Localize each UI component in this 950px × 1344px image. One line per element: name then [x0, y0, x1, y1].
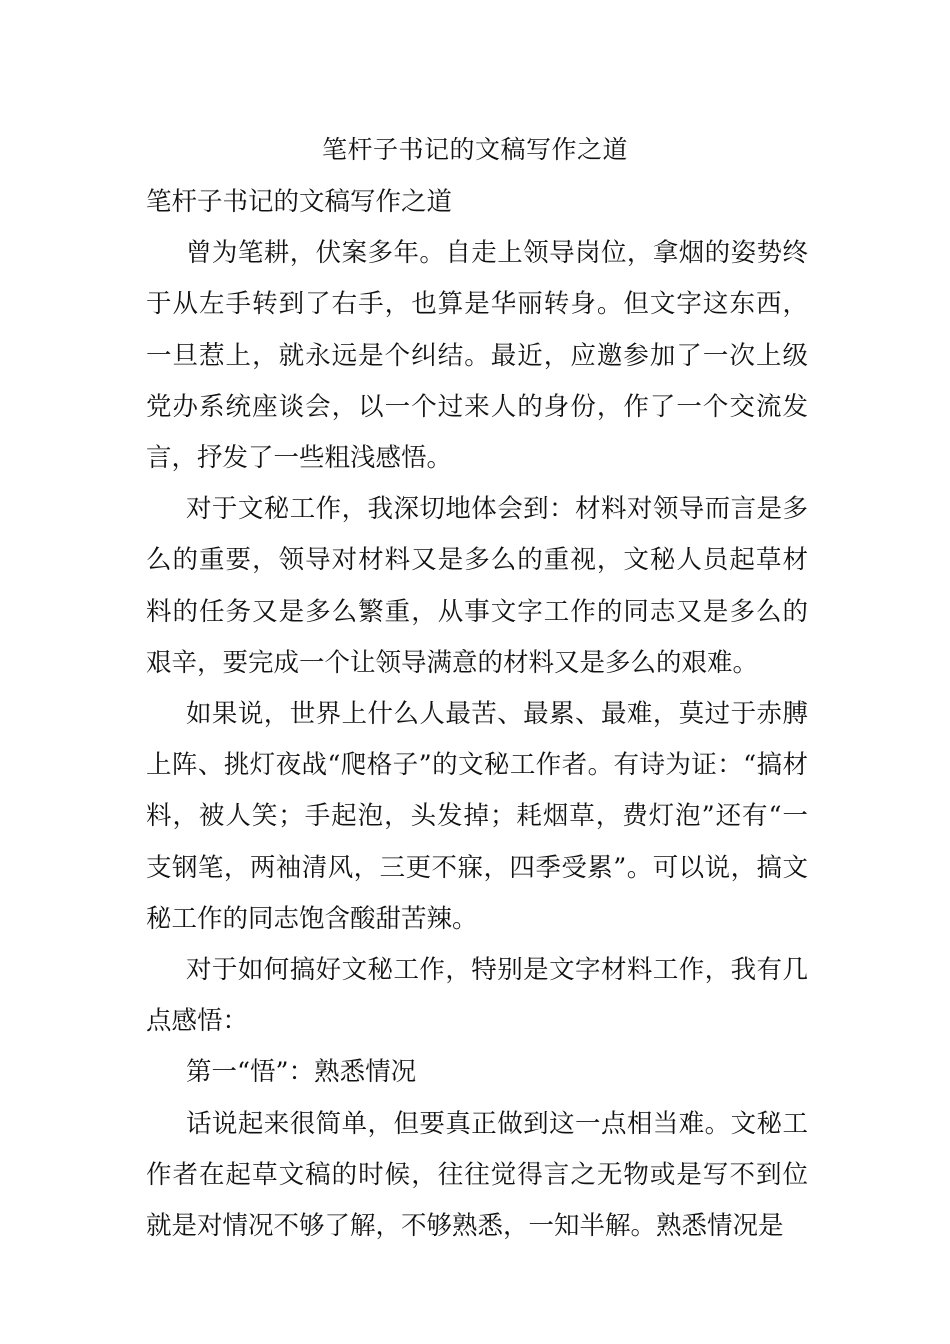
- body-paragraph: 对于文秘工作，我深切地体会到：材料对领导而言是多么的重要，领导对材料又是多么的重视，文秘人员起草材料的任务又是多么繁重，从事文字工作的同志又是多么的艰辛，要完成一个让领导满意的材料又是多么的艰难。: [146, 494, 808, 678]
- document-body: [146, 177, 808, 1252]
- body-paragraph: 如果说，世界上什么人最苦、最累、最难，莫过于赤膊上阵、挑灯夜战“爬格子”的文秘工作者。有诗为证：“搞材料，被人笑；手起泡，头发掉；耗烟草，费灯泡”还有“一支钢笔，两袖清风，三更不寐，四季受累”。可以说，搞文秘工作的同志饱含酸甜苦辣。: [146, 699, 808, 934]
- body-paragraph: 曾为笔耕，伏案多年。自走上领导岗位，拿烟的姿势终于从左手转到了右手，也算是华丽转身。但文字这东西，一旦惹上，就永远是个纠结。最近，应邀参加了一次上级党办系统座谈会，以一个过来人的身份，作了一个交流发言，抒发了一些粗浅感悟。: [146, 238, 808, 474]
- subtitle-paragraph: 笔杆子书记的文稿写作之道: [146, 187, 453, 217]
- body-paragraph: 对于如何搞好文秘工作，特别是文字材料工作，我有几点感悟：: [146, 955, 808, 1037]
- document-title: 笔杆子书记的文稿写作之道: [321, 135, 628, 164]
- body-paragraph: 话说起来很简单，但要真正做到这一点相当难。文秘工作者在起草文稿的时候，往往觉得言之无物或是写不到位就是对情况不够了解，不够熟悉，一知半解。熟悉情况是: [146, 1108, 808, 1242]
- section-heading: 第一“悟”：熟悉情况: [186, 1057, 417, 1088]
